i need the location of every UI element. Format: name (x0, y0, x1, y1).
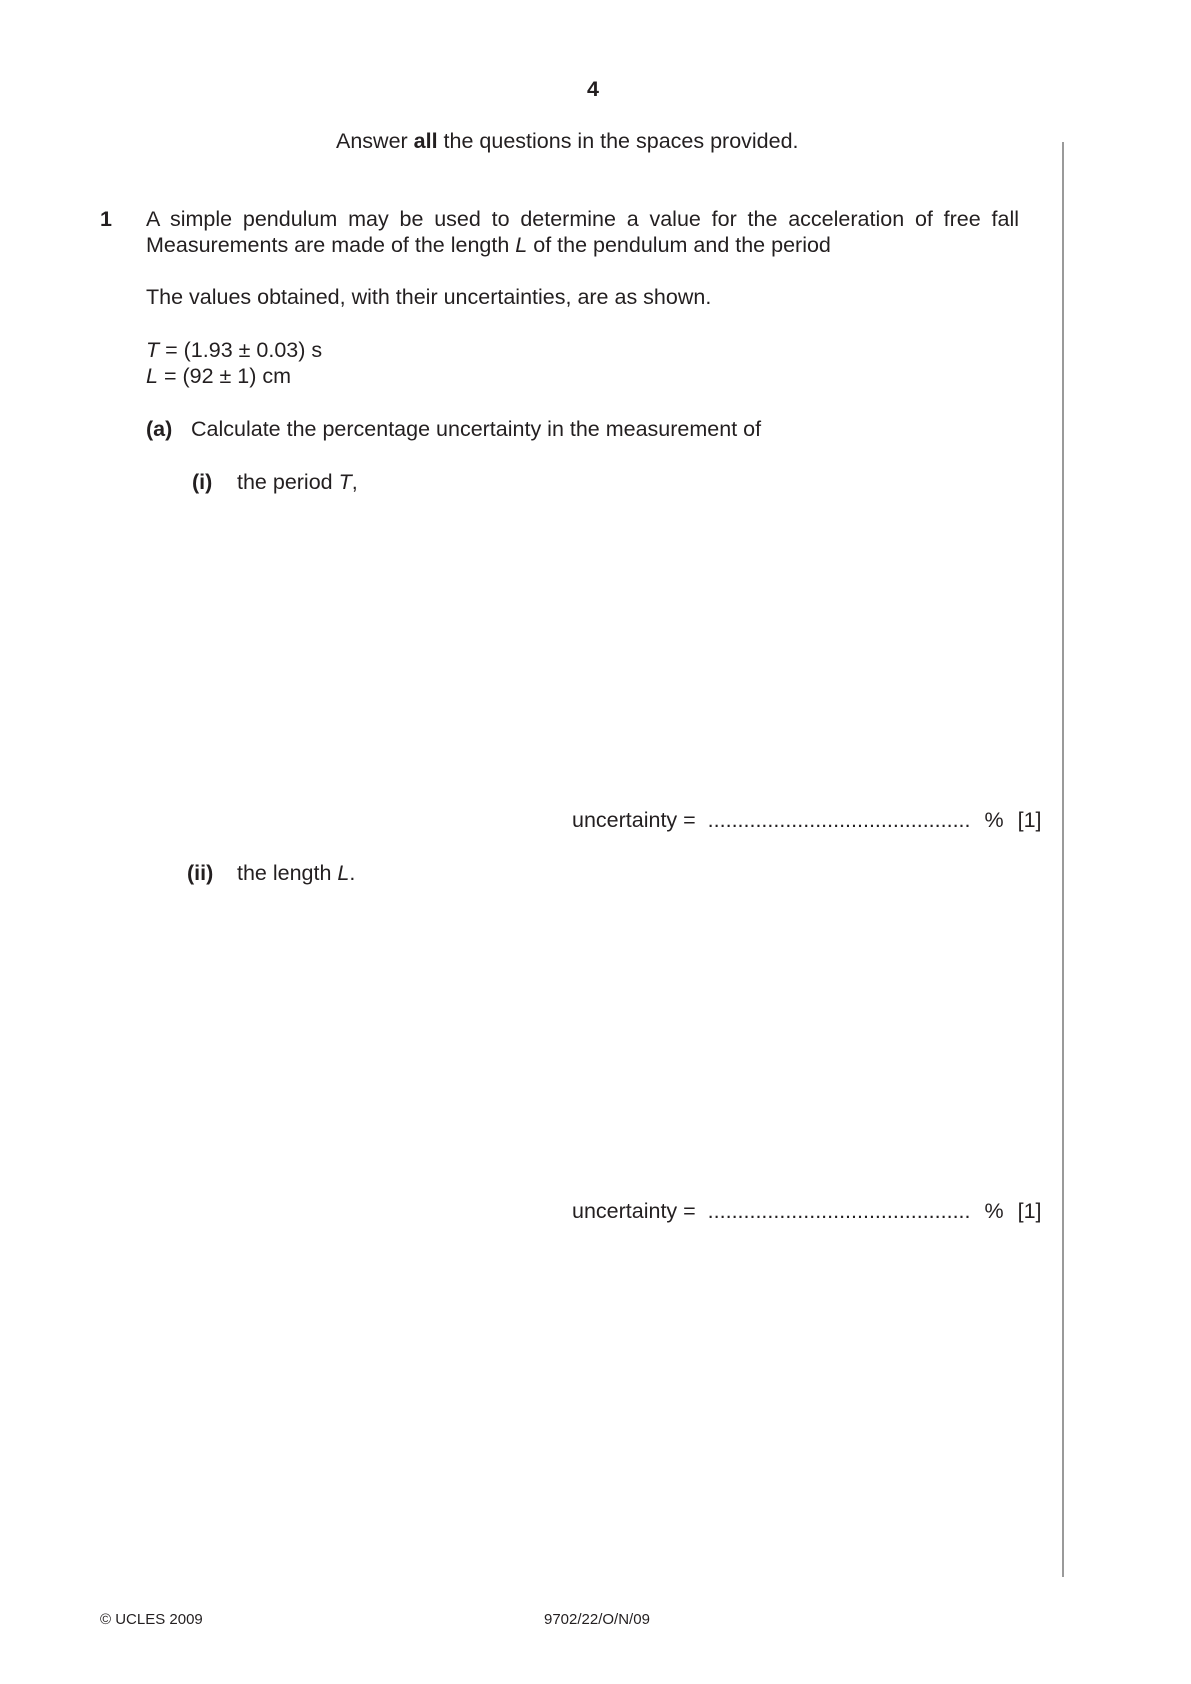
value-L (146, 363, 291, 389)
sub-ii-text (237, 860, 355, 886)
answer-line-i[interactable] (572, 807, 1042, 833)
q-line2-post: of the pendulum and the period (527, 233, 831, 257)
sub-ii-label: (ii) (187, 861, 214, 885)
sub-ii-text-pre: the length (237, 861, 338, 885)
instruction-bold: all (413, 129, 438, 153)
value-L-text: = (92 ± 1) cm (157, 364, 292, 388)
sub-i-text (237, 469, 358, 495)
sub-ii-var: L (337, 861, 350, 885)
value-T (146, 337, 322, 363)
question-number: 1 (100, 207, 112, 231)
answer-i-label: uncertainty = (572, 808, 702, 832)
answer-i-marks: [1] (1017, 808, 1042, 832)
question-line-2 (146, 232, 831, 258)
footer-code: 9702/22/O/N/09 (544, 1611, 650, 1628)
sub-i-post: , (351, 470, 358, 494)
answer-i-unit: % (984, 808, 1004, 832)
q-line2-var: L (515, 233, 528, 257)
value-T-text: = (1.93 ± 0.03) s (159, 338, 323, 362)
instruction-pre: Answer (336, 129, 414, 153)
part-a-text: Calculate the percentage uncertainty in the measurement of (191, 417, 762, 441)
answer-ii-marks: [1] (1017, 1199, 1042, 1223)
sub-i-var: T (338, 470, 352, 494)
footer-copyright: © UCLES 2009 (100, 1611, 203, 1628)
answer-line-ii[interactable] (572, 1198, 1042, 1224)
instruction (336, 128, 799, 154)
value-L-var: L (146, 364, 158, 388)
right-margin-line (1062, 142, 1064, 1577)
page-number: 4 (587, 77, 599, 101)
answer-ii-unit: % (984, 1199, 1004, 1223)
q-line2-pre: Measurements are made of the length (146, 233, 516, 257)
part-a-label: (a) (146, 417, 173, 441)
question-line-1: A simple pendulum may be used to determine a value for the acceleration of free fall (146, 207, 1019, 231)
answer-i-dots[interactable]: ............................................ (707, 808, 971, 832)
answer-ii-label: uncertainty = (572, 1199, 702, 1223)
instruction-post: the questions in the spaces provided. (437, 129, 799, 153)
sub-ii-post: . (349, 861, 356, 885)
question-line-3: The values obtained, with their uncertainties, are as shown. (146, 285, 712, 309)
answer-ii-dots[interactable]: ............................................ (707, 1199, 971, 1223)
sub-i-label: (i) (192, 470, 213, 494)
sub-i-text-pre: the period (237, 470, 339, 494)
value-T-var: T (146, 338, 160, 362)
